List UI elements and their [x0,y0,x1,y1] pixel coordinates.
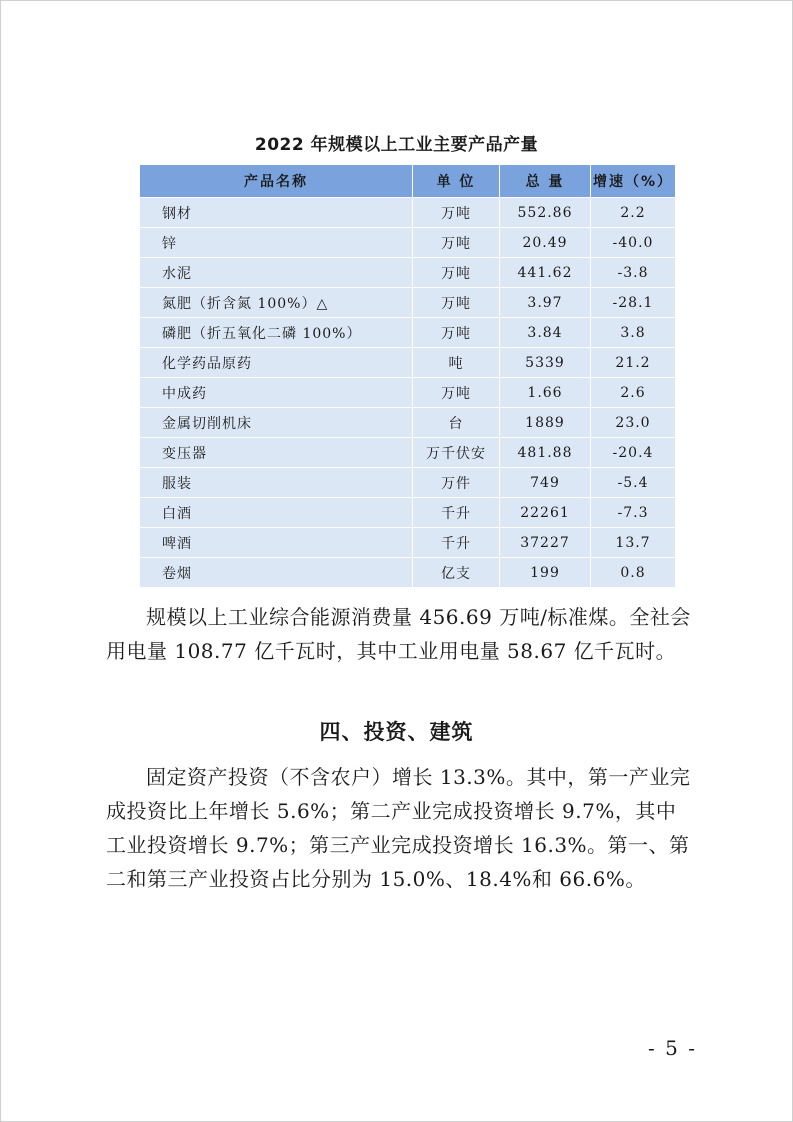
cell-total: 3.84 [500,318,591,348]
energy-paragraph-text: 规模以上工业综合能源消费量 456.69 万吨/标准煤。全社会用电量 108.77 亿千瓦时，其中工业用电量 58.67 亿千瓦时。 [106,605,691,663]
section-heading: 四、投资、建筑 [319,720,474,744]
cell-product-name: 变压器 [140,438,413,468]
cell-product-name: 卷烟 [140,558,413,588]
cell-product-name: 氮肥（折含氮 100%）△ [140,288,413,318]
cell-total: 22261 [500,498,591,528]
table-row [140,438,676,468]
cell-product-name: 钢材 [140,198,413,228]
table-row [140,408,676,438]
cell-growth: 21.2 [591,348,676,378]
cell-product-name: 金属切削机床 [140,408,413,438]
cell-total: 5339 [500,348,591,378]
investment-paragraph [106,760,696,896]
cell-growth: -7.3 [591,498,676,528]
table-row [140,288,676,318]
table-row [140,528,676,558]
cell-unit: 台 [413,408,500,438]
table-row [140,468,676,498]
cell-growth: 2.6 [591,378,676,408]
cell-total: 481.88 [500,438,591,468]
cell-growth: 0.8 [591,558,676,588]
table-row [140,558,676,588]
cell-total: 20.49 [500,228,591,258]
cell-unit: 万吨 [413,198,500,228]
cell-growth: -20.4 [591,438,676,468]
page-number: - 5 - [648,1036,697,1060]
cell-unit: 万吨 [413,318,500,348]
cell-product-name: 白酒 [140,498,413,528]
cell-product-name: 中成药 [140,378,413,408]
table-row [140,198,676,228]
table-row [140,378,676,408]
table-title: 2022 年规模以上工业主要产品产量 [254,135,539,155]
header-product-name: 产品名称 [140,165,413,198]
cell-unit: 万吨 [413,288,500,318]
header-unit: 单 位 [413,165,500,198]
cell-total: 1.66 [500,378,591,408]
cell-unit: 亿支 [413,558,500,588]
cell-total: 37227 [500,528,591,558]
table-row [140,498,676,528]
cell-product-name: 锌 [140,228,413,258]
cell-total: 1889 [500,408,591,438]
cell-total: 552.86 [500,198,591,228]
cell-growth: 23.0 [591,408,676,438]
cell-unit: 万千伏安 [413,438,500,468]
cell-product-name: 水泥 [140,258,413,288]
cell-unit: 吨 [413,348,500,378]
cell-product-name: 化学药品原药 [140,348,413,378]
cell-product-name: 啤酒 [140,528,413,558]
header-total: 总 量 [500,165,591,198]
cell-product-name: 磷肥（折五氧化二磷 100%） [140,318,413,348]
cell-unit: 千升 [413,528,500,558]
cell-growth: 3.8 [591,318,676,348]
cell-growth: -40.0 [591,228,676,258]
cell-unit: 万吨 [413,258,500,288]
table-header-row [140,165,676,198]
cell-growth: -3.8 [591,258,676,288]
table-row [140,258,676,288]
table-row [140,318,676,348]
cell-growth: 2.2 [591,198,676,228]
energy-paragraph [106,600,696,668]
cell-unit: 万件 [413,468,500,498]
cell-total: 3.97 [500,288,591,318]
header-growth: 增速（%） [591,165,676,198]
product-output-table [139,165,676,588]
table-row [140,348,676,378]
cell-total: 749 [500,468,591,498]
table-row [140,228,676,258]
cell-growth: -5.4 [591,468,676,498]
cell-growth: 13.7 [591,528,676,558]
cell-product-name: 服装 [140,468,413,498]
cell-total: 199 [500,558,591,588]
cell-unit: 万吨 [413,228,500,258]
investment-paragraph-text: 固定资产投资（不含农户）增长 13.3%。其中，第一产业完成投资比上年增长 5.6%；第二产业完成投资增长 9.7%，其中工业投资增长 9.7%；第三产业完成投资增长 16.3%。第一、第二和第三产业投资占比分别为 15.0%、18.4%和 66.6%。 [106,765,691,891]
cell-growth: -28.1 [591,288,676,318]
cell-unit: 万吨 [413,378,500,408]
cell-total: 441.62 [500,258,591,288]
cell-unit: 千升 [413,498,500,528]
